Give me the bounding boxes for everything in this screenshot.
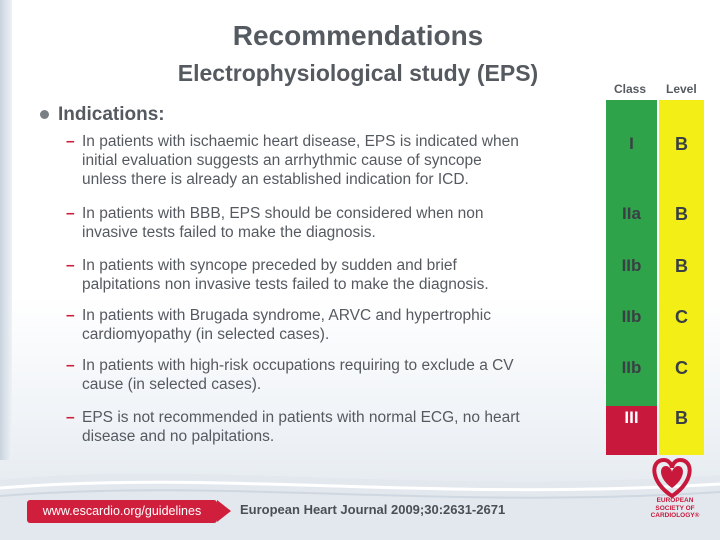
indications-heading: Indications:	[58, 104, 165, 125]
item-line: In patients with syncope preceded by sudden and brief	[82, 257, 457, 274]
level-grade: C	[675, 358, 688, 378]
item-line: In patients with BBB, EPS should be considered when non	[82, 205, 484, 222]
arrow-icon	[217, 500, 231, 522]
item-line: invasive tests failed to make the diagnosis.	[82, 224, 376, 241]
level-grade: B	[675, 408, 688, 428]
item-line: EPS is not recommended in patients with normal ECG, no heart	[82, 409, 520, 426]
class-grade: IIb	[621, 307, 642, 326]
class-grade: IIb	[621, 256, 642, 275]
dash-icon: –	[66, 205, 75, 222]
page-title: Recommendations	[232, 20, 484, 51]
class-grade: IIa	[622, 204, 641, 223]
item-line: disease and no palpitations.	[82, 428, 275, 445]
item-line: unless there is already an established indication for ICD.	[82, 171, 469, 188]
item-line: palpitations non invasive tests failed to make the diagnosis.	[82, 276, 489, 293]
class-grade: I	[629, 134, 634, 153]
dash-icon: –	[66, 257, 75, 274]
journal-citation: European Heart Journal 2009;30:2631-2671	[240, 502, 506, 517]
class-grade: IIb	[621, 358, 642, 377]
item-line: In patients with ischaemic heart disease, EPS is indicated when	[82, 133, 519, 150]
level-column-header: Level	[666, 82, 697, 96]
dash-icon: –	[66, 357, 75, 374]
item-line: cardiomyopathy (in selected cases).	[82, 326, 330, 343]
list-item	[66, 256, 596, 294]
item-line: cause (in selected cases).	[82, 376, 262, 393]
bullet-icon	[40, 110, 49, 119]
level-grade: B	[675, 134, 688, 154]
footer-swoosh-graphic	[0, 440, 720, 540]
level-grade: B	[675, 204, 688, 224]
list-item	[66, 306, 596, 344]
dash-icon: –	[66, 409, 75, 426]
guidelines-url-link[interactable]: www.escardio.org/guidelines	[27, 500, 217, 523]
class-column-header: Class	[614, 82, 647, 96]
item-line: In patients with high-risk occupations requiring to exclude a CV	[82, 357, 514, 374]
dash-icon: –	[66, 307, 75, 324]
class-grade: III	[624, 408, 639, 427]
list-item	[66, 204, 596, 242]
item-line: In patients with Brugada syndrome, ARVC and hypertrophic	[82, 307, 491, 324]
esc-heart-logo-icon	[640, 456, 704, 536]
esc-logo-text: EUROPEAN SOCIETY OF CARDIOLOGY®	[650, 497, 700, 519]
list-item	[66, 132, 596, 189]
page-subtitle: Electrophysiological study (EPS)	[177, 60, 539, 86]
level-grade: B	[675, 256, 688, 276]
list-item	[66, 356, 596, 394]
dash-icon: –	[66, 133, 75, 150]
level-grade: C	[675, 307, 688, 327]
item-line: initial evaluation suggests an arrhythmic cause of syncope	[82, 152, 482, 169]
